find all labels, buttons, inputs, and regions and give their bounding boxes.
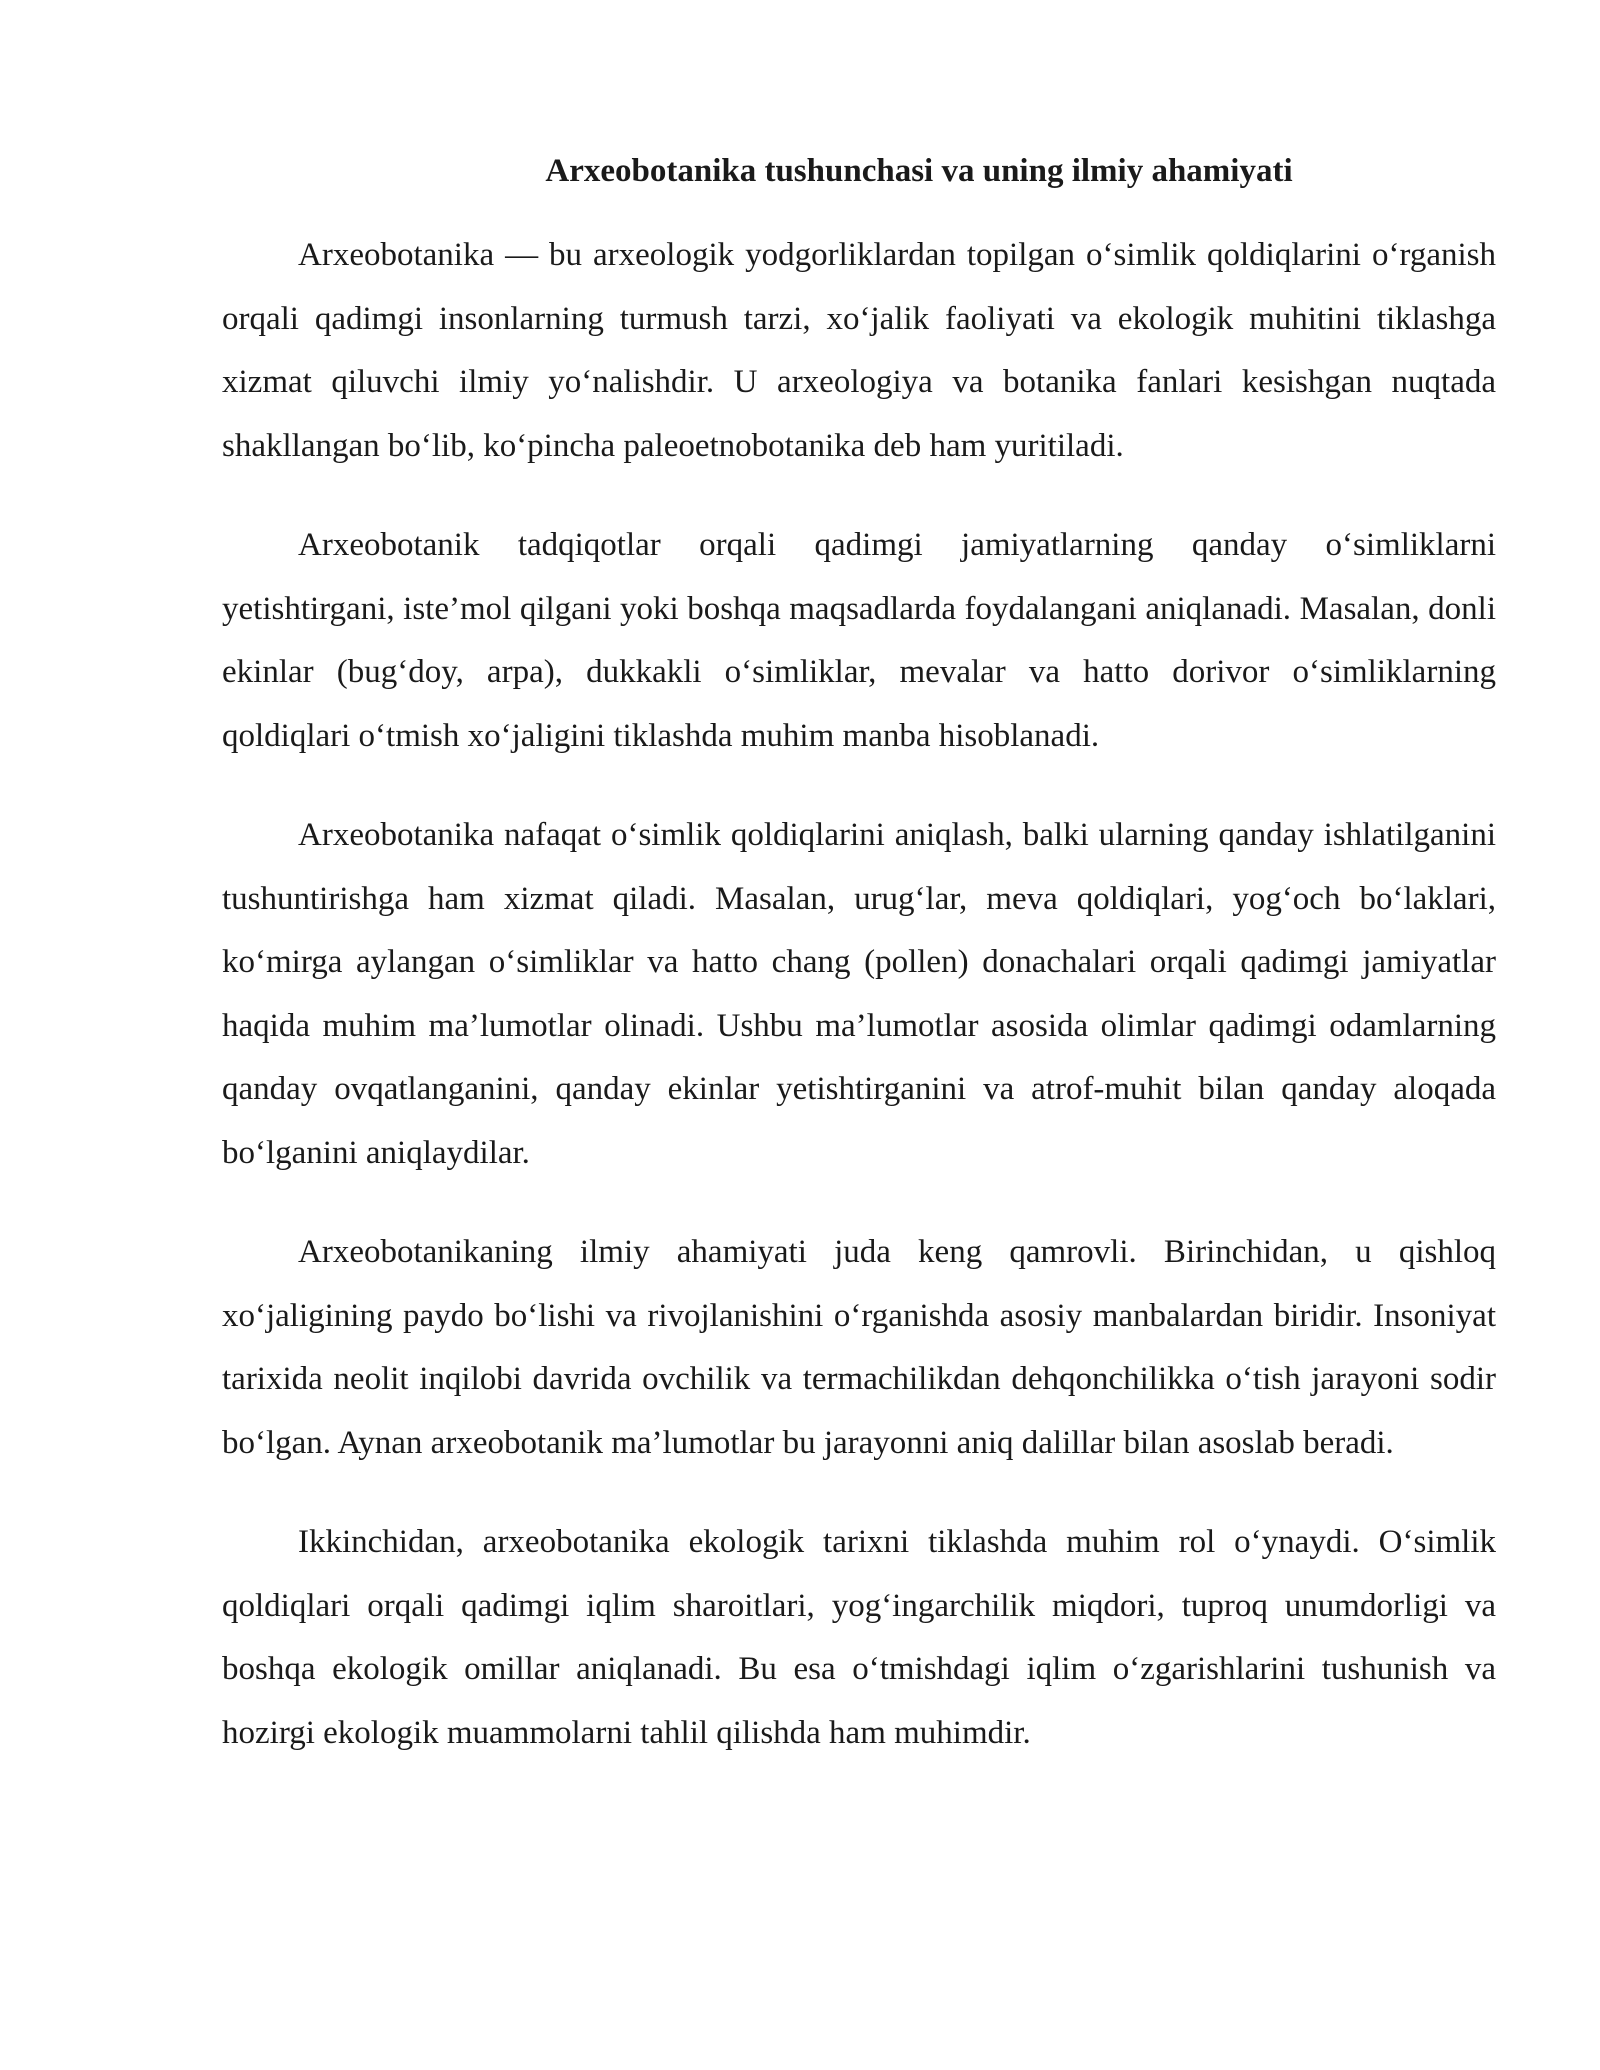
paragraph-5: Ikkinchidan, arxeobotanika ekologik tarixni tiklashda muhim rol o‘ynaydi. O‘simlik qoldiqlari orqali qadimgi iqlim sharoitlari, yog‘ingarchilik miqdori, tuproq unumdorligi va boshqa ekologik omillar aniqlanadi. Bu esa o‘tmishdagi iqlim o‘zgarishlarini tushunish va hozirgi ekologik muammolarni tahlil qilishda ham muhimdir.: [222, 1524, 1496, 1751]
paragraph-2: Arxeobotanik tadqiqotlar orqali qadimgi jamiyatlarning qanday o‘simliklarni yetishtirgani, iste’mol qilgani yoki boshqa maqsadlarda foydalangani aniqlanadi. Masalan, donli ekinlar (bug‘doy, arpa), dukkakli o‘simliklar, mevalar va hatto dorivor o‘simliklarning qoldiqlari o‘tmish xo‘jaligini tiklashda muhim manba hisoblanadi.: [222, 527, 1496, 754]
document-page: [222, 140, 1496, 1801]
paragraph-1: Arxeobotanika — bu arxeologik yodgorliklardan topilgan o‘simlik qoldiqlarini o‘rganish orqali qadimgi insonlarning turmush tarzi, xo‘jalik faoliyati va ekologik muhitini tiklashga xizmat qiluvchi ilmiy yo‘nalishdir. U arxeologiya va botanika fanlari kesishgan nuqtada shakllangan bo‘lib, ko‘pincha paleoetnobotanika deb ham yuritiladi.: [222, 237, 1496, 464]
document-title: Arxeobotanika tushunchasi va uning ilmiy ahamiyati: [545, 153, 1293, 189]
paragraph-3: Arxeobotanika nafaqat o‘simlik qoldiqlarini aniqlash, balki ularning qanday ishlatilganini tushuntirishga ham xizmat qiladi. Masalan, urug‘lar, meva qoldiqlari, yog‘och bo‘laklari, ko‘mirga aylangan o‘simliklar va hatto chang (pollen) donachalari orqali qadimgi jamiyatlar haqida muhim ma’lumotlar olinadi. Ushbu ma’lumotlar asosida olimlar qadimgi odamlarning qanday ovqatlanganini, qanday ekinlar yetishtirganini va atrof-muhit bilan qanday aloqada bo‘lganini aniqlaydilar.: [222, 817, 1496, 1171]
paragraph-4: Arxeobotanikaning ilmiy ahamiyati juda keng qamrovli. Birinchidan, u qishloq xo‘jaligining paydo bo‘lishi va rivojlanishini o‘rganishda asosiy manbalardan biridir. Insoniyat tarixida neolit inqilobi davrida ovchilik va termachilikdan dehqonchilikka o‘tish jarayoni sodir bo‘lgan. Aynan arxeobotanik ma’lumotlar bu jarayonni aniq dalillar bilan asoslab beradi.: [222, 1234, 1496, 1461]
